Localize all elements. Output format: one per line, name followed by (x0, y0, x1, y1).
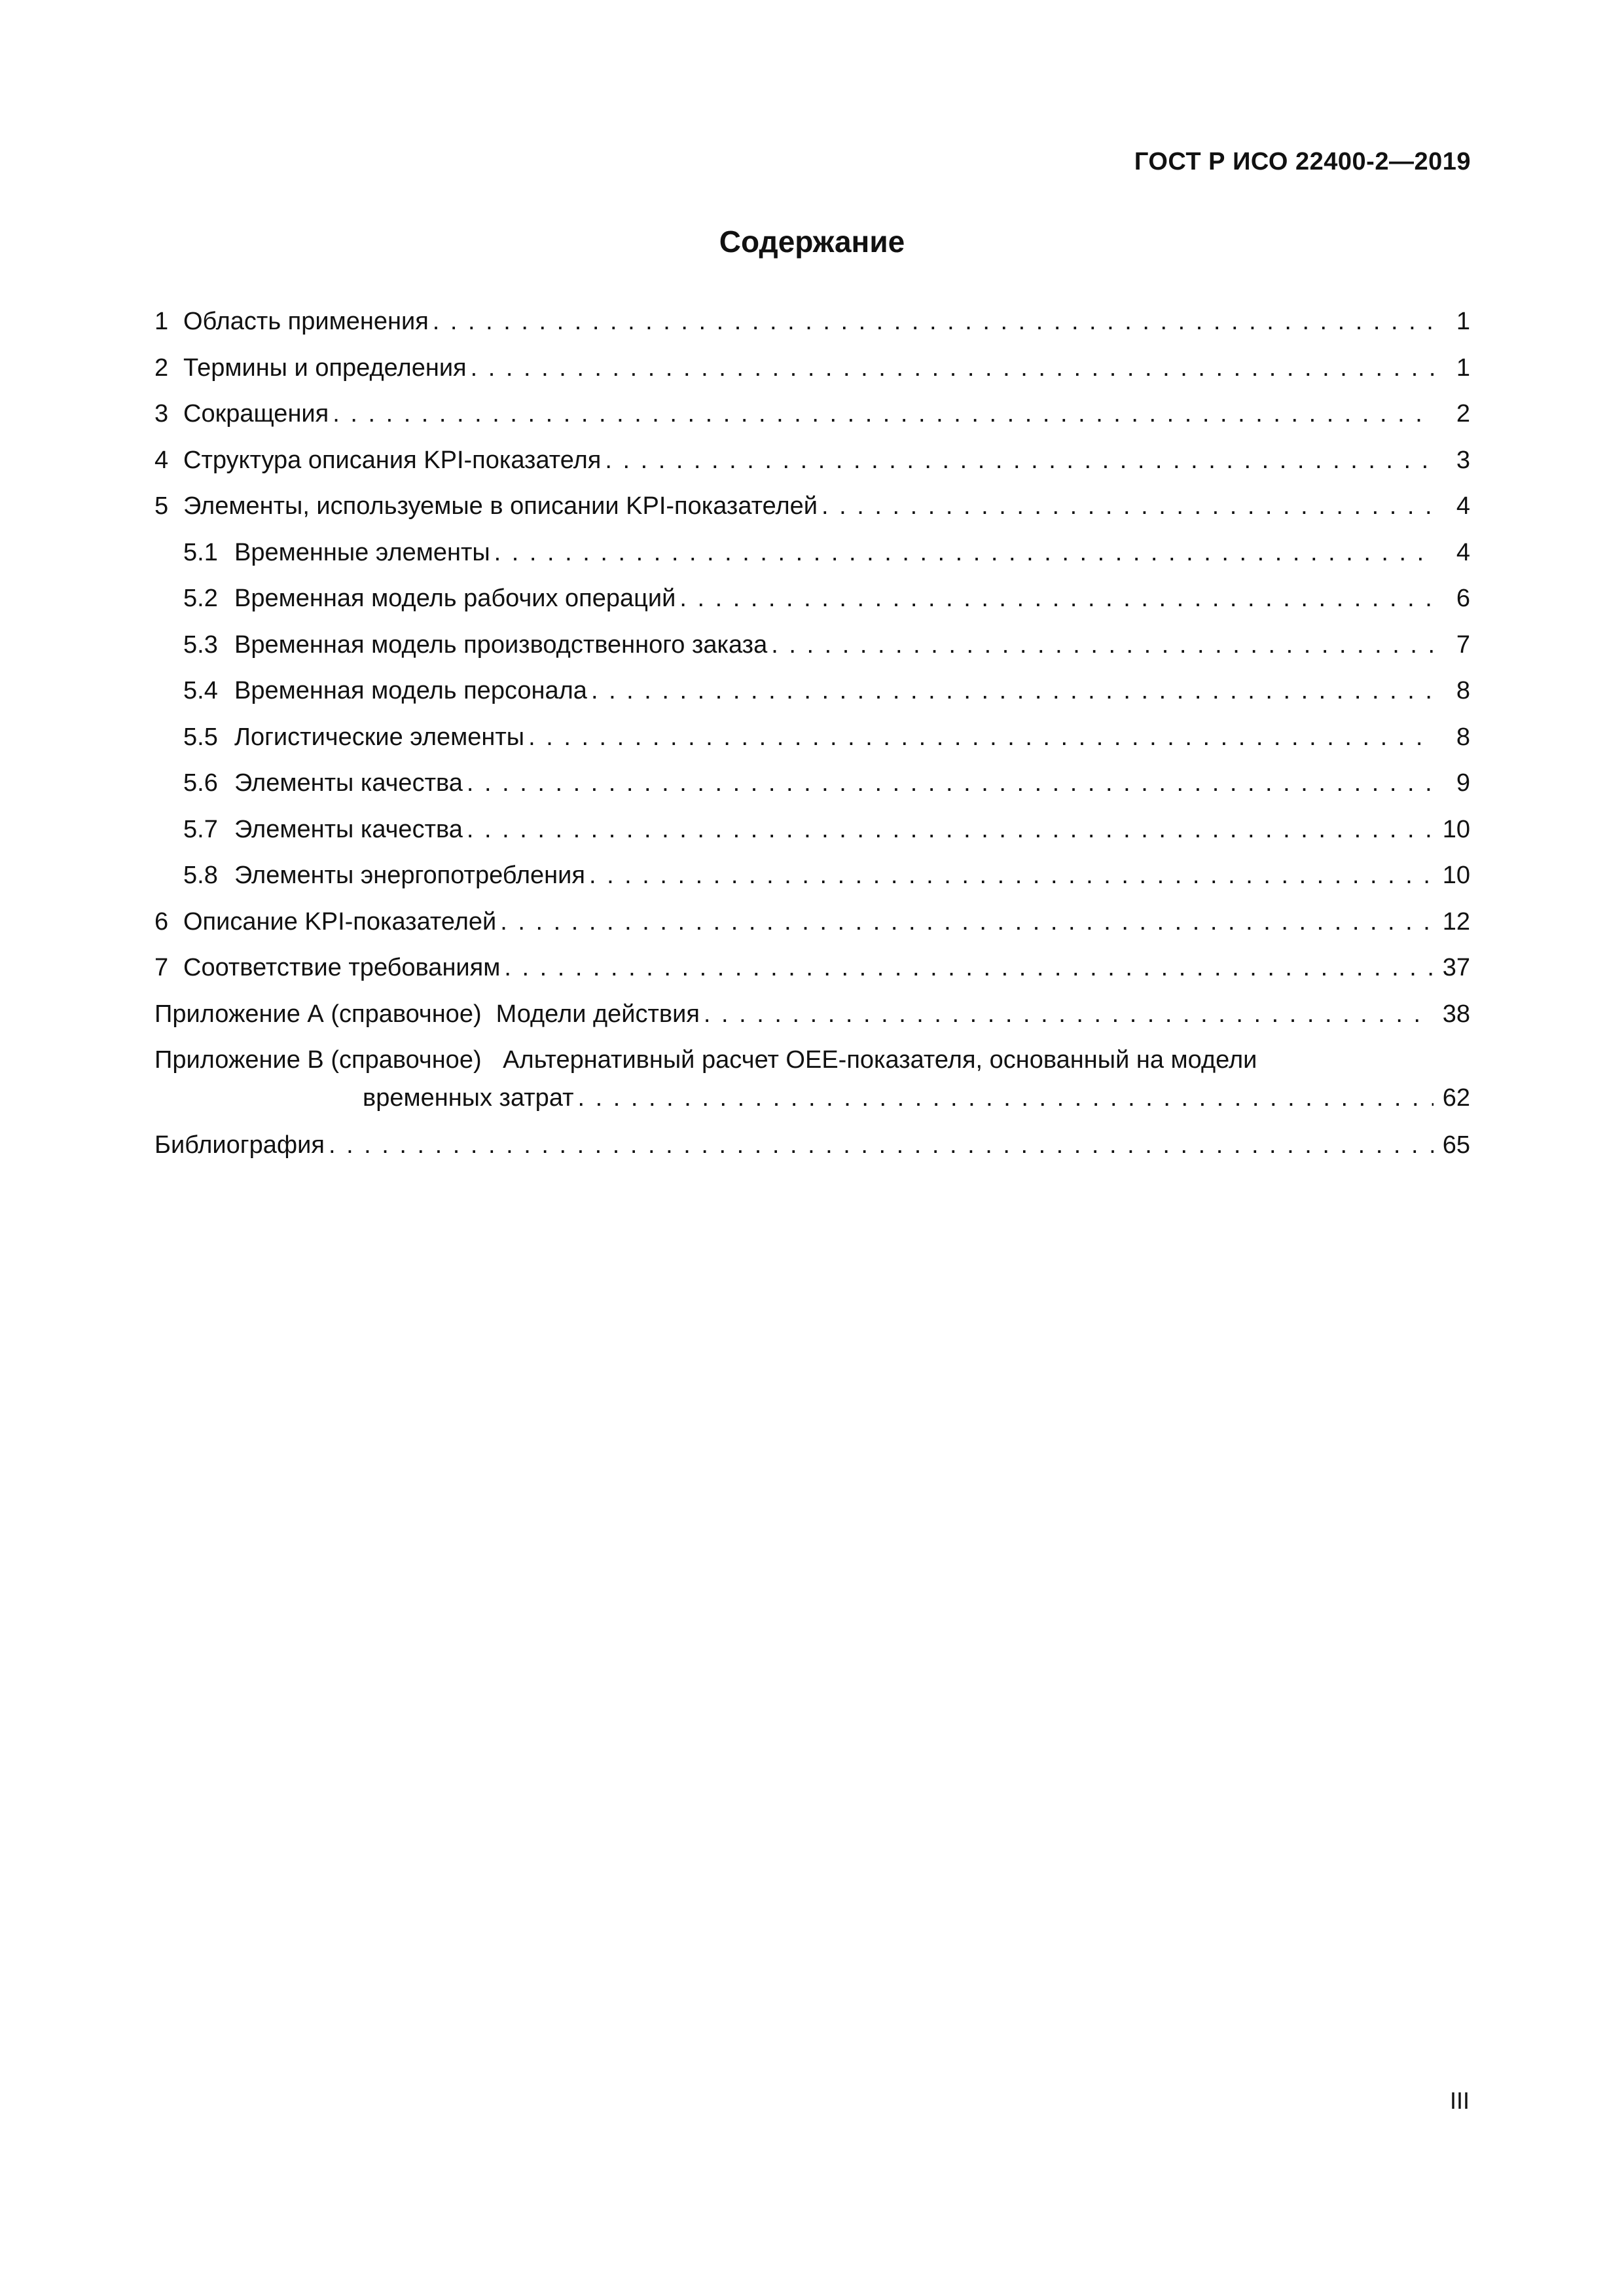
toc-label: Термины и определения (183, 354, 467, 382)
toc-label: Область применения (183, 308, 429, 335)
toc-page: 38 (1442, 1000, 1470, 1028)
toc-page: 1 (1456, 354, 1470, 382)
dot-leader (591, 677, 1434, 705)
dot-leader (704, 1000, 1434, 1029)
toc-number: 5.6 (183, 769, 218, 797)
toc-label: Библиография (154, 1131, 325, 1159)
toc-entry-5-4[interactable] (154, 677, 1470, 723)
toc-entry-2[interactable] (154, 354, 1470, 401)
toc-entry-5-5[interactable] (154, 723, 1470, 770)
page-number: III (1449, 2087, 1470, 2114)
toc-entry-5-7[interactable] (154, 816, 1470, 862)
toc-number: 5.5 (183, 723, 218, 751)
toc-page: 37 (1442, 954, 1470, 981)
toc-entry-bibliography[interactable] (154, 1131, 1470, 1178)
toc-label-continuation: временных затрат (363, 1084, 574, 1112)
toc-page: 6 (1456, 585, 1470, 612)
page-title: Содержание (719, 225, 905, 259)
toc-label: Логистические элементы (234, 723, 525, 751)
toc-annex-prefix: Приложение А (справочное) (154, 1000, 482, 1028)
table-of-contents (154, 308, 1470, 1178)
toc-label: Временная модель рабочих операций (234, 585, 676, 612)
toc-label: Временная модель производственного заказа (234, 630, 768, 659)
toc-annex-prefix: Приложение В (справочное) (154, 1046, 482, 1074)
toc-page: 12 (1442, 907, 1470, 936)
dot-leader (471, 354, 1434, 382)
toc-entry-annex-a[interactable] (154, 1000, 1470, 1047)
toc-page: 7 (1456, 630, 1470, 659)
toc-label: Элементы энергопотребления (234, 862, 585, 889)
dot-leader (578, 1084, 1434, 1112)
toc-page: 3 (1456, 446, 1470, 474)
toc-label: Альтернативный расчет OEE-показателя, основанный на модели (503, 1046, 1257, 1074)
dot-leader (494, 539, 1434, 567)
document-code: ГОСТ Р ИСО 22400-2—2019 (1134, 148, 1471, 175)
toc-page: 2 (1456, 400, 1470, 428)
toc-number: 5.1 (183, 538, 218, 566)
toc-page: 10 (1442, 815, 1470, 843)
toc-entry-6[interactable] (154, 908, 1470, 955)
dot-leader (433, 308, 1434, 336)
toc-page: 65 (1442, 1131, 1470, 1159)
dot-leader (771, 631, 1434, 659)
dot-leader (333, 400, 1434, 428)
toc-number: 5.3 (183, 630, 218, 659)
dot-leader (467, 769, 1434, 797)
toc-label: Временные элементы (234, 538, 490, 566)
toc-page: 4 (1456, 538, 1470, 566)
toc-label: Структура описания KPI-показателя (183, 446, 602, 474)
toc-entry-5-8[interactable] (154, 862, 1470, 908)
toc-page: 8 (1456, 723, 1470, 751)
toc-page: 62 (1442, 1084, 1470, 1112)
toc-number: 4 (154, 446, 169, 474)
toc-number: 3 (154, 400, 169, 428)
toc-number: 5 (154, 492, 169, 520)
toc-page: 1 (1456, 308, 1470, 335)
toc-number: 7 (154, 954, 169, 981)
dot-leader (528, 723, 1434, 752)
toc-number: 2 (154, 354, 169, 382)
toc-number: 1 (154, 308, 169, 335)
toc-entry-5-1[interactable] (154, 539, 1470, 585)
dot-leader (467, 816, 1434, 844)
toc-entry-5-2[interactable] (154, 585, 1470, 631)
dot-leader (504, 954, 1434, 982)
toc-number: 6 (154, 907, 169, 936)
toc-page: 10 (1442, 862, 1470, 889)
toc-label: Модели действия (496, 1000, 700, 1028)
dot-leader (500, 908, 1434, 936)
dot-leader (679, 585, 1434, 613)
toc-number: 5.4 (183, 677, 218, 704)
toc-entry-1[interactable] (154, 308, 1470, 354)
toc-entry-3[interactable] (154, 400, 1470, 446)
toc-entry-5-3[interactable] (154, 631, 1470, 678)
toc-page: 8 (1456, 677, 1470, 704)
toc-number: 5.7 (183, 815, 218, 843)
dot-leader (605, 446, 1434, 475)
toc-entry-5-6[interactable] (154, 769, 1470, 816)
toc-number: 5.8 (183, 862, 218, 889)
toc-page: 9 (1456, 769, 1470, 797)
toc-entry-5[interactable] (154, 492, 1470, 539)
toc-number: 5.2 (183, 585, 218, 612)
toc-label: Соответствие требованиям (183, 954, 501, 981)
dot-leader (589, 862, 1434, 890)
toc-page: 4 (1456, 492, 1470, 520)
dot-leader (329, 1131, 1434, 1159)
toc-label: Элементы, используемые в описании KPI-показателей (183, 492, 818, 520)
toc-entry-7[interactable] (154, 954, 1470, 1000)
toc-entry-4[interactable] (154, 446, 1470, 493)
toc-label: Элементы качества (234, 815, 463, 843)
dot-leader (821, 492, 1434, 520)
toc-label: Сокращения (183, 400, 329, 428)
toc-label: Описание KPI-показателей (183, 907, 497, 936)
toc-label: Временная модель персонала (234, 677, 587, 704)
toc-label: Элементы качества (234, 769, 463, 797)
toc-entry-annex-b[interactable] (154, 1046, 1470, 1131)
